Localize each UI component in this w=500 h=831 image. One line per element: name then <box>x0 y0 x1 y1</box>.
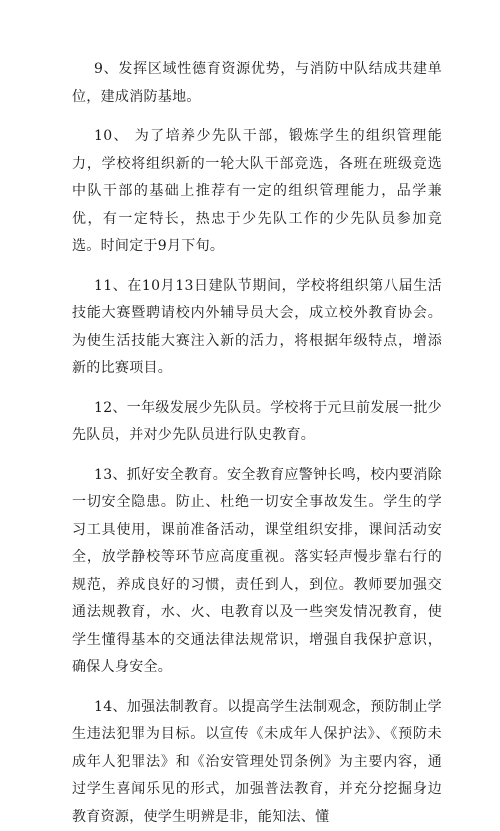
paragraph-item-10: 10、 为了培养少先队干部，锻炼学生的组织管理能力，学校将组织新的一轮大队干部竞选，各班在班级竞选中队干部的基础上推荐有一定的组织管理能力，品学兼优，有一定特长，热忠于少先队工作的少先队员参加竞选。时间定于9月下旬。 <box>72 123 442 261</box>
paragraph-item-12: 12、一年级发展少先队员。学校将于元旦前发展一批少先队员，并对少先队员进行队史教育。 <box>72 395 442 450</box>
paragraph-item-11: 11、在10月13日建队节期间，学校将组织第八届生活技能大赛暨聘请校内外辅导员大会，成立校外教育协会。为使生活技能大赛注入新的活力，将根据年级特点，增添新的比赛项目。 <box>72 273 442 383</box>
paragraph-item-13: 13、抓好安全教育。安全教育应警钟长鸣，校内要消除一切安全隐患。防止、杜绝一切安全事故发生。学生的学习工具使用，课前准备活动，课堂组织安排，课间活动安全，放学静校等环节应高度重视。落实轻声慢步靠右行的规范，养成良好的习惯，责任到人，到位。教师要加强交通法规教育，水、火、电教育以及一些突发情况教育，使学生懂得基本的交通法律法规常识，增强自我保护意识，确保人身安全。 <box>72 462 442 682</box>
paragraph-item-9: 9、发挥区域性德育资源优势，与消防中队结成共建单位，建成消防基地。 <box>72 56 442 111</box>
paragraph-item-14: 14、加强法制教育。以提高学生法制观念，预防制止学生违法犯罪为目标。以宣传《未成年人保护法》、《预防未成年人犯罪法》和《治安管理处罚条例》为主要内容，通过学生喜闻乐见的形式，加强普法教育，并充分挖掘身边教育资源，使学生明辨是非，能知法、懂 <box>72 694 442 831</box>
